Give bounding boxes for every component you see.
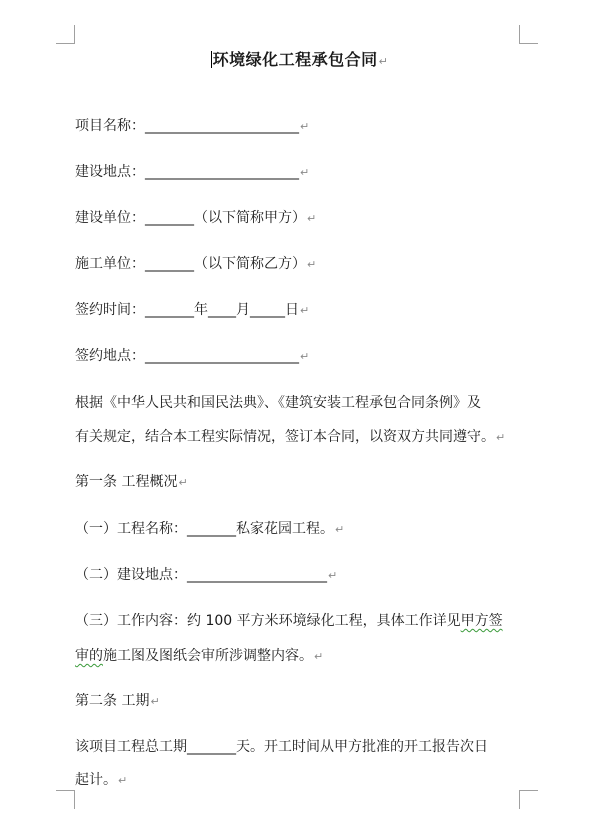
- intro-paragraph-line-2[interactable]: 有关规定，结合本工程实际情况，签订本合同，以资双方共同遵守。↵: [75, 429, 506, 445]
- period-paragraph-line-1[interactable]: 该项目工程总工期_______天。开工时间从甲方批准的开工报告次日: [75, 739, 488, 755]
- article-2-heading[interactable]: 第二条 工期↵: [75, 693, 160, 709]
- field-signing-place[interactable]: 签约地点：______________________↵: [75, 348, 310, 364]
- paragraph-mark-icon: ↵: [150, 695, 160, 708]
- spellcheck-squiggle: 审的: [75, 648, 103, 664]
- paragraph-mark-icon: ↵: [307, 212, 317, 225]
- paragraph-mark-icon: ↵: [300, 166, 310, 179]
- article-1-item-3-line-2[interactable]: 审的施工图及图纸会审所涉调整内容。↵: [75, 648, 324, 664]
- paragraph-mark-icon: ↵: [496, 431, 506, 444]
- margin-corner-top-right: [519, 25, 538, 44]
- field-contractor-party[interactable]: 施工单位：_______（以下简称乙方）↵: [75, 256, 317, 272]
- paragraph-mark-icon: ↵: [307, 258, 317, 271]
- period-paragraph-line-2[interactable]: 起计。↵: [75, 772, 128, 788]
- margin-corner-bottom-left: [56, 790, 75, 809]
- article-1-item-1[interactable]: （一）工程名称：_______私家花园工程。↵: [75, 521, 345, 537]
- field-client-party[interactable]: 建设单位：_______（以下简称甲方）↵: [75, 210, 317, 226]
- spellcheck-squiggle: 甲方签: [460, 613, 503, 629]
- margin-corner-top-left: [56, 25, 75, 44]
- paragraph-mark-icon: ↵: [178, 476, 188, 489]
- margin-corner-bottom-right: [519, 790, 538, 809]
- paragraph-mark-icon: ↵: [300, 350, 310, 363]
- field-project-name[interactable]: 项目名称：______________________↵: [75, 118, 310, 134]
- intro-paragraph-line-1[interactable]: 根据《中华人民共和国民法典》、《建筑安装工程承包合同条例》及: [75, 395, 481, 411]
- paragraph-mark-icon: ↵: [378, 55, 389, 68]
- article-1-heading[interactable]: 第一条 工程概况↵: [75, 474, 188, 490]
- paragraph-mark-icon: ↵: [118, 774, 128, 787]
- article-1-item-2[interactable]: （二）建设地点：____________________↵: [75, 567, 338, 583]
- paragraph-mark-icon: ↵: [300, 304, 310, 317]
- document-title-text: 环境绿化工程承包合同: [212, 50, 378, 69]
- paragraph-mark-icon: ↵: [328, 569, 338, 582]
- paragraph-mark-icon: ↵: [314, 650, 324, 663]
- document-title[interactable]: [0, 48, 599, 74]
- paragraph-mark-icon: ↵: [335, 523, 345, 536]
- text-cursor: [211, 51, 212, 68]
- paragraph-mark-icon: ↵: [300, 120, 310, 133]
- article-1-item-3-line-1[interactable]: （三）工作内容：约 100 平方米环境绿化工程，具体工作详见甲方签: [75, 613, 503, 629]
- field-construction-site[interactable]: 建设地点：______________________↵: [75, 164, 310, 180]
- field-signing-date[interactable]: 签约时间：_______年____月_____日↵: [75, 302, 310, 318]
